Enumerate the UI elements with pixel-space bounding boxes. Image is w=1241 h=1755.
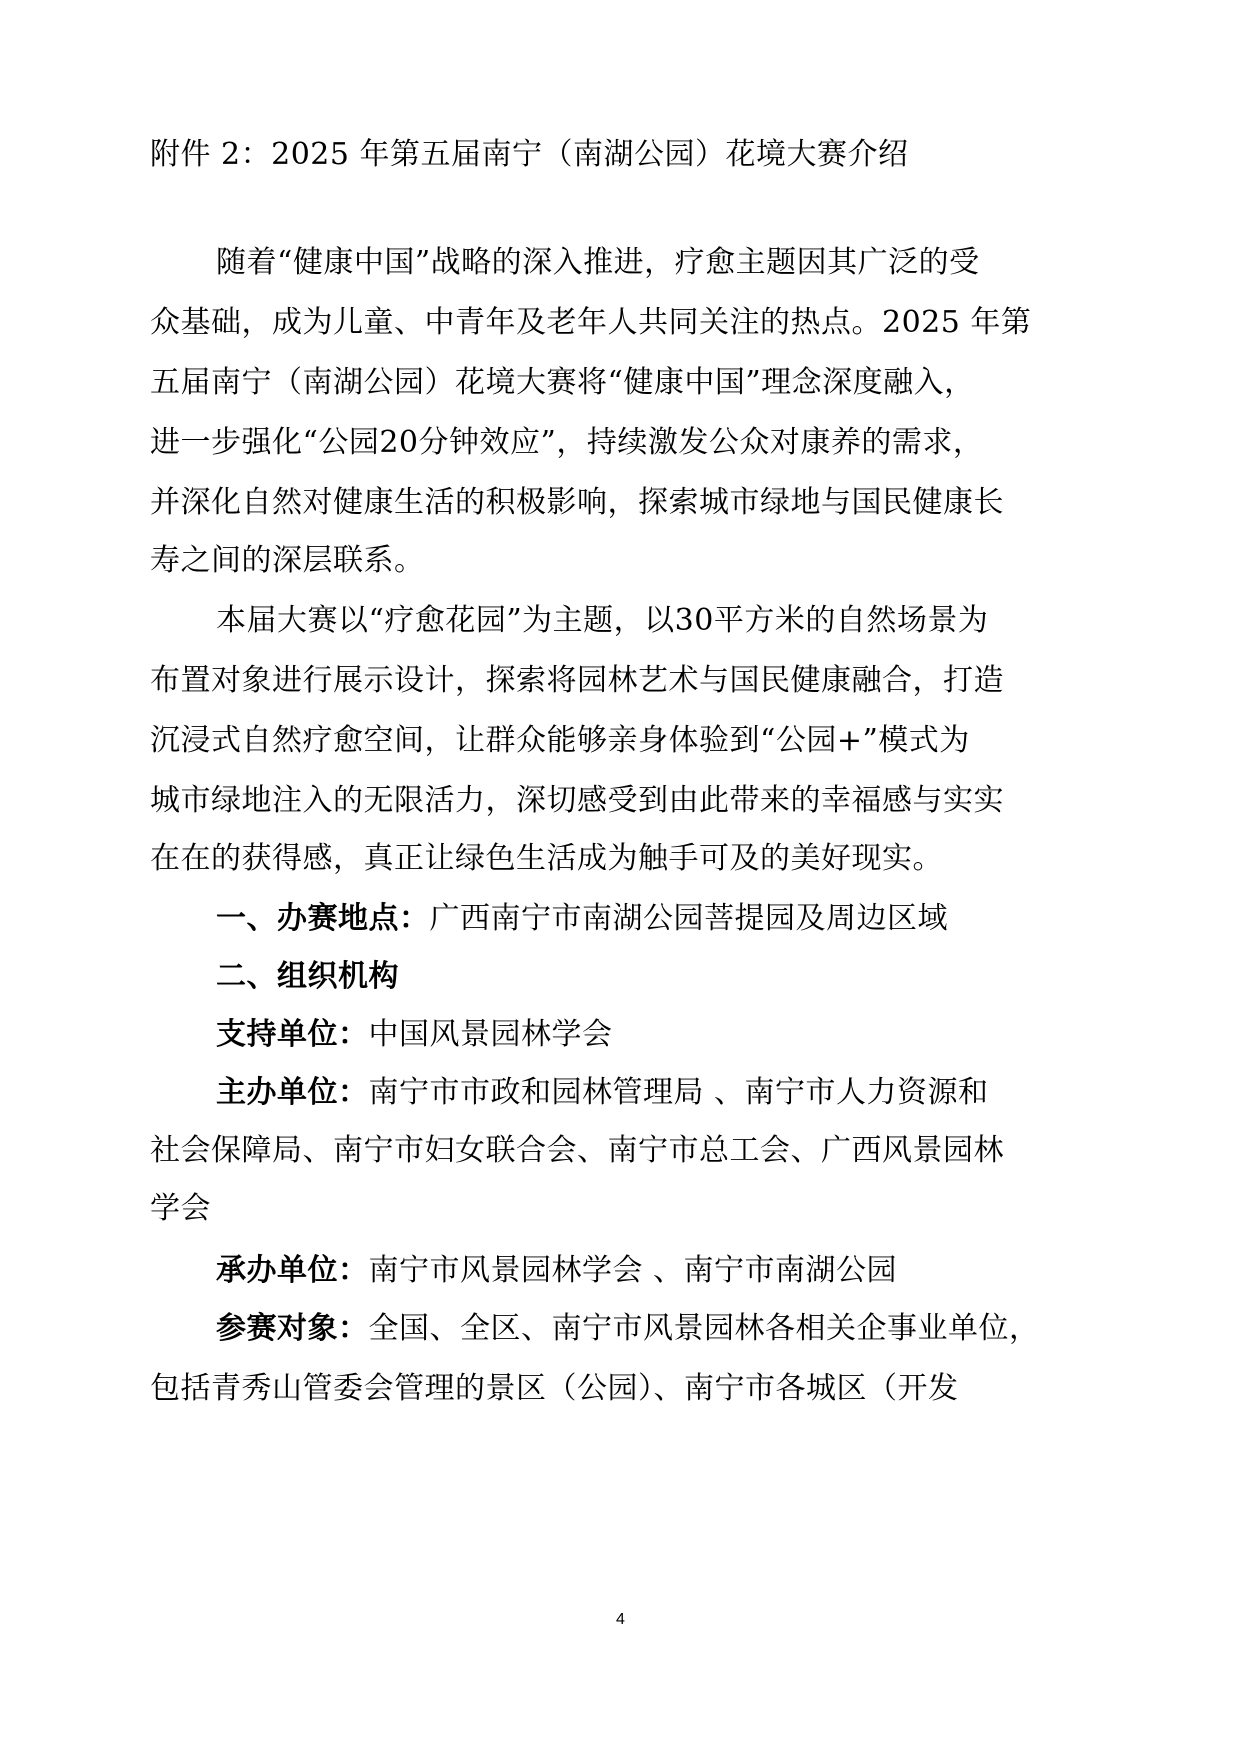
theme-line-2: 布置对象进行展示设计，探索将园林艺术与国民健康融合，打造 <box>150 663 1004 698</box>
intro-line-4: 进一步强化“公园20分钟效应”，持续激发公众对康养的需求， <box>150 425 984 460</box>
venue-value: 广西南宁市南湖公园菩提园及周边区域 <box>429 901 948 936</box>
host-line-2: 社会保障局、南宁市妇女联合会、南宁市总工会、广西风景园林 <box>150 1133 1004 1168</box>
host-line-3: 学会 <box>150 1191 211 1226</box>
intro-line-5: 并深化自然对健康生活的积极影响，探索城市绿地与国民健康长 <box>150 485 1004 520</box>
intro-line-1: 随着“健康中国”战略的深入推进，疗愈主题因其广泛的受 <box>216 245 980 280</box>
theme-line-4: 城市绿地注入的无限活力，深切感受到由此带来的幸福感与实实 <box>150 783 1004 818</box>
host-label: 主办单位： <box>216 1075 369 1110</box>
participants-value-1: 全国、全区、南宁市风景园林各相关企事业单位， <box>368 1311 1040 1346</box>
theme-line-3: 沉浸式自然疗愈空间，让群众能够亲身体验到“公园+”模式为 <box>150 723 970 758</box>
venue-label: 一、办赛地点： <box>216 901 430 936</box>
organization-heading: 二、组织机构 <box>216 959 399 994</box>
organizer-value: 南宁市风景园林学会 、南宁市南湖公园 <box>368 1253 898 1288</box>
intro-line-2: 众基础，成为儿童、中青年及老年人共同关注的热点。2025 年第 <box>150 305 1032 340</box>
intro-line-3: 五届南宁（南湖公园）花境大赛将“健康中国”理念深度融入， <box>150 365 975 400</box>
page-number: 4 <box>616 1611 625 1628</box>
support-label: 支持单位： <box>216 1017 369 1052</box>
theme-line-5: 在在的获得感，真正让绿色生活成为触手可及的美好现实。 <box>150 841 943 876</box>
organizer-label: 承办单位： <box>216 1253 369 1288</box>
participants-label: 参赛对象： <box>216 1311 369 1346</box>
attachment-title: 附件 2：2025 年第五届南宁（南湖公园）花境大赛介绍 <box>150 137 909 172</box>
host-line-1 <box>216 1073 989 1113</box>
host-value-1: 南宁市市政和园林管理局 、南宁市人力资源和 <box>368 1075 989 1110</box>
support-line <box>216 1015 613 1055</box>
intro-line-6: 寿之间的深层联系。 <box>150 543 425 578</box>
support-value: 中国风景园林学会 <box>368 1017 613 1052</box>
participants-line-1 <box>216 1309 1040 1349</box>
participants-line-2: 包括青秀山管委会管理的景区（公园）、南宁市各城区（开发 <box>150 1371 959 1406</box>
theme-line-1: 本届大赛以“疗愈花园”为主题，以30平方米的自然场景为 <box>216 603 989 638</box>
venue-line <box>216 899 948 939</box>
organizer-line <box>216 1251 897 1291</box>
